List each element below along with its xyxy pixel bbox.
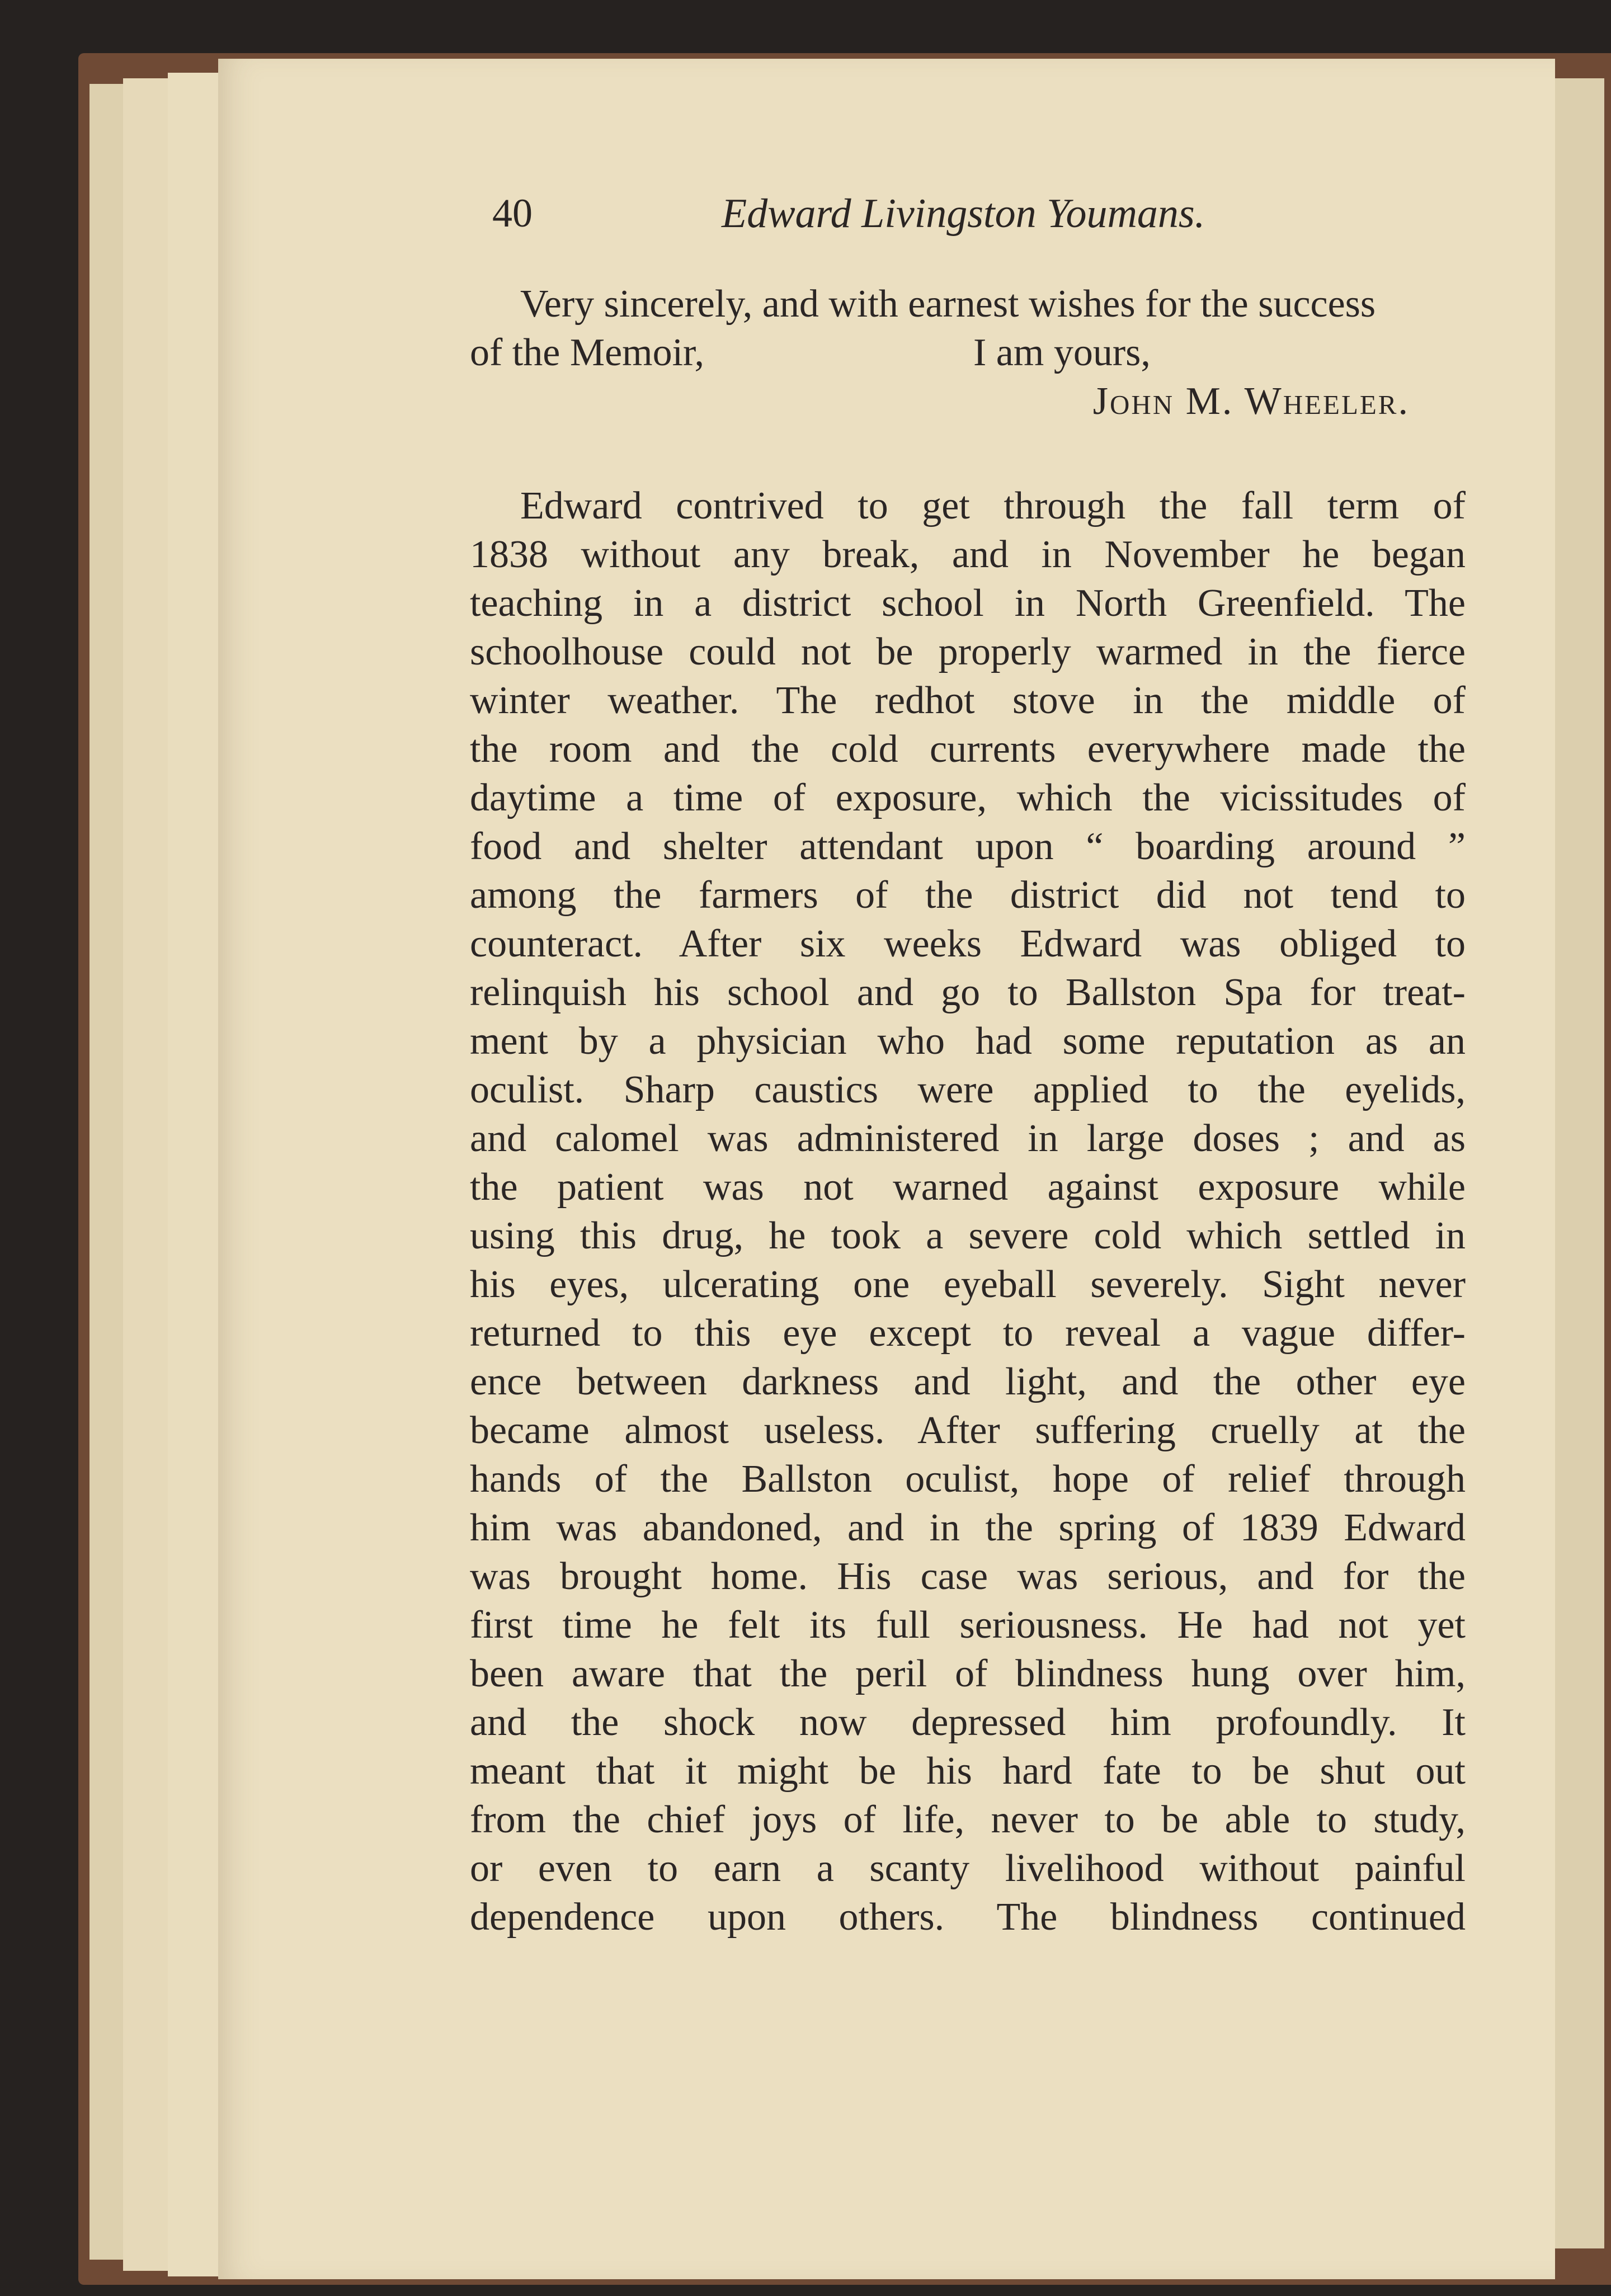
text-line: schoolhouse could not be properly warmed in the fierce	[470, 630, 1466, 673]
text-line: food and shelter attendant upon “ boarding around ”	[470, 825, 1466, 868]
text-line: was brought home. His case was serious, and for the	[470, 1555, 1466, 1598]
text-line: daytime a time of exposure, which the vicissitudes of	[470, 776, 1466, 819]
text-line: ment by a physician who had some reputation as an	[470, 1020, 1466, 1063]
letter-closing-line-2	[470, 328, 1466, 377]
letter-closing-line: Very sincerely, and with earnest wishes for the success	[520, 282, 1376, 326]
text-line: 1838 without any break, and in November he began	[470, 533, 1466, 576]
text-line: ence between darkness and light, and the other eye	[470, 1360, 1466, 1403]
text-line: first time he felt its full seriousness. He had not yet	[470, 1604, 1466, 1647]
text-line: returned to this eye except to reveal a vague differ-	[470, 1312, 1466, 1355]
text-line: meant that it might be his hard fate to be shut out	[470, 1750, 1466, 1793]
text-line: became almost useless. After suffering cruelly at the	[470, 1409, 1466, 1452]
letter-yours-text: I am yours,	[973, 331, 1151, 374]
text-line: his eyes, ulcerating one eyeball severely. Sight never	[470, 1263, 1466, 1306]
text-line: and the shock now depressed him profoundly. It	[470, 1701, 1466, 1744]
text-line: using this drug, he took a severe cold which settled in	[470, 1214, 1466, 1257]
text-line: dependence upon others. The blindness continued	[470, 1896, 1466, 1939]
text-line: hands of the Ballston oculist, hope of relief through	[470, 1458, 1466, 1501]
text-line: and calomel was administered in large doses ; and as	[470, 1117, 1466, 1160]
text-line: relinquish his school and go to Ballston Spa for treat-	[470, 971, 1466, 1014]
text-line: counteract. After six weeks Edward was obliged to	[470, 922, 1466, 965]
text-line: been aware that the peril of blindness hung over him,	[470, 1652, 1466, 1695]
page-content	[470, 280, 1466, 1941]
text-line: the room and the cold currents everywhere made the	[470, 728, 1466, 771]
text-line: him was abandoned, and in the spring of 1839 Edward	[470, 1506, 1466, 1549]
page-number: 40	[492, 191, 533, 235]
right-page-edge	[1549, 78, 1604, 2248]
text-line: the patient was not warned against exposure while	[470, 1166, 1466, 1209]
letter-signature: John M. Wheeler.	[1092, 380, 1410, 423]
text-line: oculist. Sharp caustics were applied to the eyelids,	[470, 1068, 1466, 1111]
text-line: winter weather. The redhot stove in the middle of	[470, 679, 1466, 722]
body-paragraph	[470, 482, 1466, 1941]
running-title: Edward Livingston Youmans.	[722, 191, 1205, 237]
text-line: among the farmers of the district did not tend to	[470, 874, 1466, 917]
text-line: or even to earn a scanty livelihood without painful	[470, 1847, 1466, 1890]
text-line: Edward contrived to get through the fall term of	[520, 484, 1466, 527]
text-line: teaching in a district school in North Greenfield. The	[470, 582, 1466, 625]
page-header	[492, 190, 1499, 257]
letter-memoir-text: of the Memoir,	[470, 331, 705, 374]
text-line: from the chief joys of life, never to be able to study,	[470, 1798, 1466, 1841]
